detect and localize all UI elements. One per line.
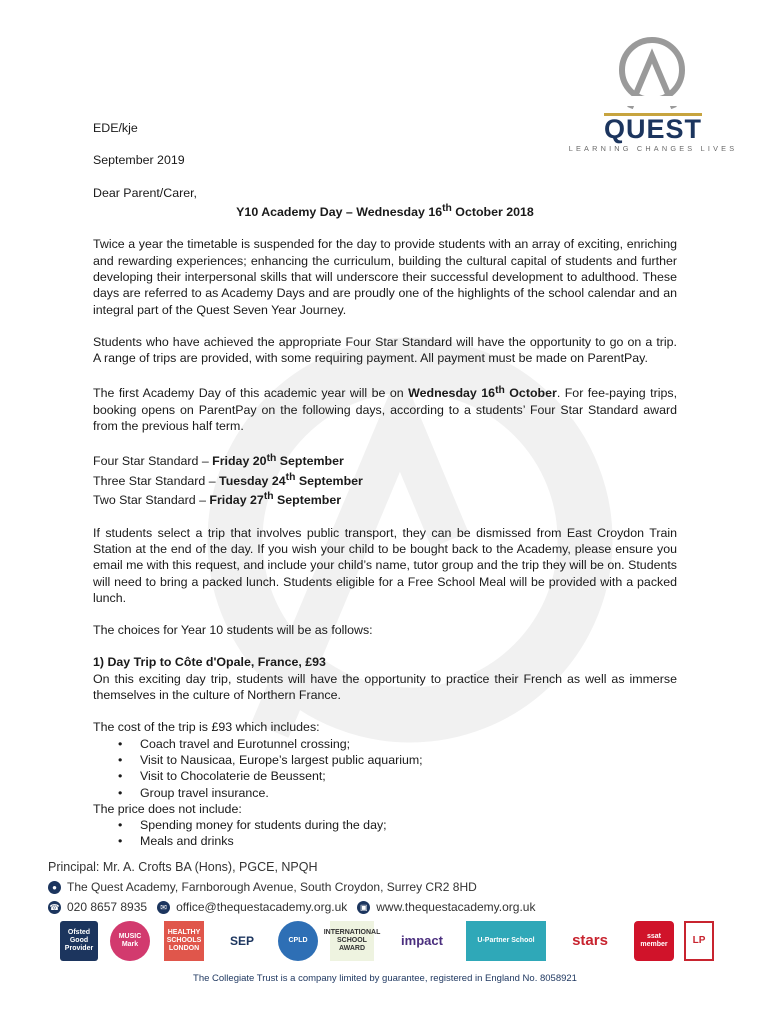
subject-text-end: October 2018 [451,205,534,220]
address-text: The Quest Academy, Farnborough Avenue, South Croydon, Surrey CR2 8HD [67,880,477,894]
trust-statement: The Collegiate Trust is a company limited by guarantee, registered in England No. 8058921 [193,973,577,984]
paragraph-choices: The choices for Year 10 students will be as follows: [93,623,373,638]
standard-item [93,450,677,469]
letter-subject [93,201,677,220]
accreditation-badges [60,915,720,965]
paragraph-intro: Twice a year the timetable is suspended for the day to provide students with an array of exciting, enriching and rewarding experiences; enhancing the curriculum, building the cultural capital of students and further developing their interpersonal skills that will underscore their successful development to adulthood. These days are referred to as Academy Days and are proudly one of the highlights of the school calendar and an integral part of the Quest Seven Year Journey. [93,237,677,317]
healthy-schools-badge: HEALTHY SCHOOLS LONDON [164,921,204,961]
standard-label: Three Star Standard – [93,473,220,488]
quest-logo [568,34,738,152]
standard-sup: th [285,471,296,483]
list-item: • Group travel insurance. [140,785,677,801]
list-item: • Spending money for students during the day; [140,817,677,833]
location-pin-icon: ● [48,881,61,894]
letter-body [93,120,677,850]
phone-icon: ☎ [49,902,60,912]
includes-intro: The cost of the trip is £93 which includes: [93,720,320,735]
salutation: Dear Parent/Carer, [93,185,197,200]
subject-sup: th [442,202,452,214]
letter-footer [48,857,728,917]
paragraph-booking [93,382,677,434]
sep-badge: SEP [229,934,254,948]
website-link[interactable]: www.thequestacademy.org.uk [376,900,536,914]
standard-sup: th [263,491,274,503]
logo-tagline: LEARNING CHANGES LIVES [568,144,738,153]
standard-sup: th [266,452,277,464]
reference: EDE/kje [93,121,138,135]
paragraph-transport: If students select a trip that involves public transport, they can be dismissed from East Croydon Train Station at the end of the day. If you wish your child to be bought back to the Academy, please ensure you email me with this request, and include your child’s name, tutor group and the trip they will be on. Students will need to bring a packed lunch. Students eligible for a Free School Meal will be provided with a packed lunch. [93,525,677,605]
paragraph-eligibility: Students who have achieved the appropriate Four Star Standard will have the opportunity to go on a trip. A range of trips are provided, with some requiring payment. All payment must be made on ParentPay. [93,334,677,366]
standard-day: Friday 20 [212,454,267,469]
ssat-badge: ssat member [634,921,674,961]
ofsted-badge: Ofsted Good Provider [60,921,98,961]
website-icon: ▣ [357,901,370,914]
standard-month: September [295,473,363,488]
trip-description: On this exciting day trip, students will have the opportunity to practice their French as well as immerse themselves in the culture of Northern France. [93,671,677,703]
lp-badge: LP [684,921,714,961]
partner-school-badge: U-Partner School [466,921,546,961]
standard-item [93,470,677,489]
booking-text: The first Academy Day of this academic year will be on [93,386,409,401]
music-mark-badge: MUSIC Mark [110,921,150,961]
subject-text: Y10 Academy Day – Wednesday 16 [236,205,443,220]
list-item: • Visit to Chocolaterie de Beussent; [140,768,677,784]
includes-list [93,736,677,801]
booking-month: October [504,386,557,401]
trip-heading: 1) Day Trip to Côte d'Opale, France, £93 [93,655,326,670]
excludes-intro: The price does not include: [93,801,242,816]
contact-line [48,897,728,917]
quest-emblem-icon [610,34,694,112]
booking-date-sup: th [495,384,505,396]
phone-text: 020 8657 8935 [67,900,148,914]
standard-month: September [273,493,342,508]
cpld-badge: CPLD [278,921,318,961]
standards-list [93,450,677,508]
list-item: • Visit to Nausicaa, Europe’s largest public aquarium; [140,752,677,768]
stars-badge: stars [572,932,608,949]
international-school-badge: INTERNATIONAL SCHOOL AWARD [330,921,374,961]
logo-wordmark: QUEST [603,114,702,144]
address-line [48,877,728,897]
email-icon: ✉ [157,901,170,914]
list-item: • Coach travel and Eurotunnel crossing; [140,736,677,752]
standard-day: Friday 27 [209,493,264,508]
list-item: • Meals and drinks [140,833,677,849]
standard-month: September [276,454,344,469]
standard-item [93,489,677,508]
standard-label: Four Star Standard – [93,454,213,469]
standard-label: Two Star Standard – [93,493,210,508]
booking-text-end: . For fee-paying trips, booking opens on ParentPay on the following days, according to a students’ Four Star Standard award from the previous half term. [93,386,678,434]
impact-badge: impact [401,933,443,948]
letter-date: September 2019 [93,153,185,168]
excludes-list [93,817,677,850]
standard-day: Tuesday 24 [219,473,286,488]
email-link[interactable]: office@thequestacademy.org.uk [176,900,348,914]
principal-line: Principal: Mr. A. Crofts BA (Hons), PGCE, NPQH [48,860,318,874]
booking-date: Wednesday 16 [408,386,496,401]
